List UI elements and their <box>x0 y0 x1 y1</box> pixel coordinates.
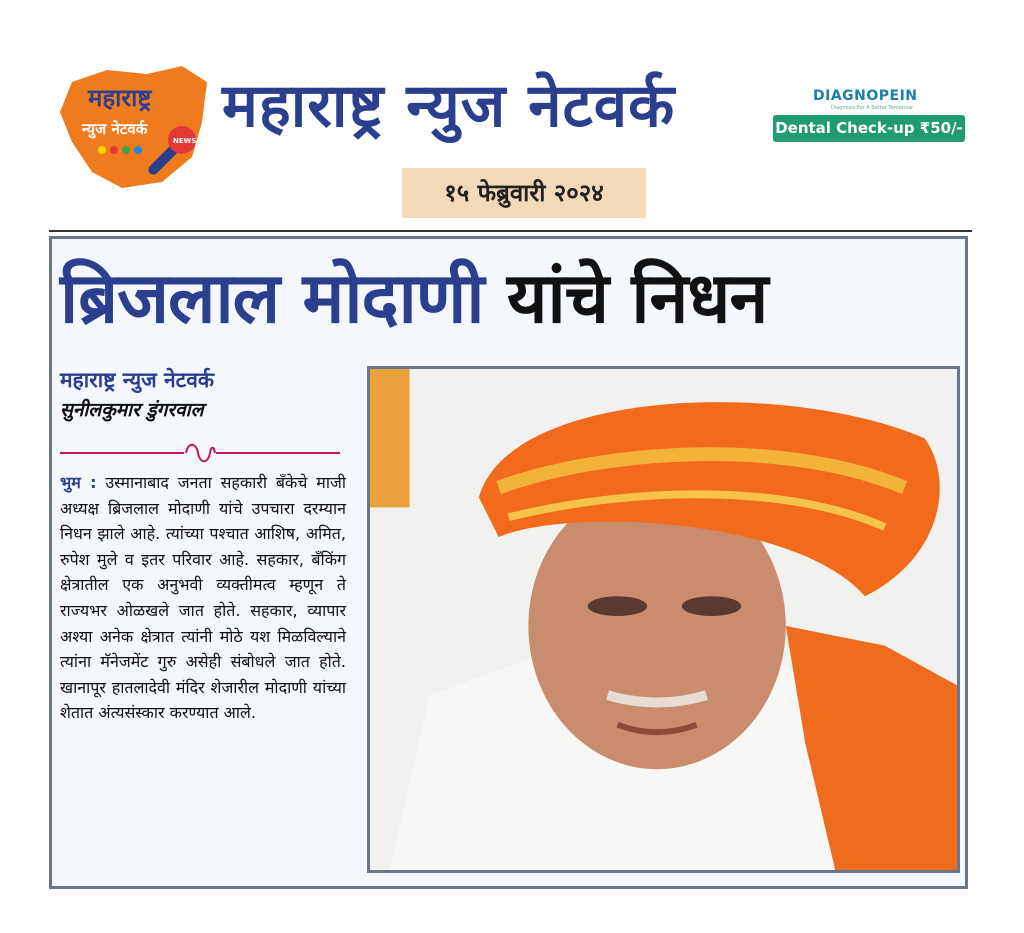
byline-author: सुनीलकुमार डुंगरवाल <box>60 399 204 421</box>
logo-line2: न्युज नेटवर्क <box>82 120 148 138</box>
portrait-photo <box>367 366 960 873</box>
byline-organization: महाराष्ट्र न्युज नेटवर्क <box>60 368 215 392</box>
ornamental-divider <box>60 440 340 466</box>
publication-logo <box>52 62 214 192</box>
dateline-place: भुम : <box>60 473 97 492</box>
ad-offer: Dental Check-up ₹50/- <box>773 115 965 142</box>
article-headline <box>60 250 767 346</box>
mic-label: NEWS <box>173 137 197 145</box>
ad-tagline: Diagnosis For A Better Tomorrow <box>831 105 913 111</box>
article-body <box>60 470 346 726</box>
masthead-title: महाराष्ट्र न्युज नेटवर्क <box>222 71 676 141</box>
issue-date: १५ फेब्रुवारी २०२४ <box>402 168 646 218</box>
advertisement[interactable] <box>773 88 965 144</box>
masthead-rule <box>49 230 972 232</box>
headline-rest: यांचे निधन <box>506 257 768 339</box>
logo-line1: महाराष्ट्र <box>88 84 152 112</box>
article-body-text: उस्मानाबाद जनता सहकारी बँकेचे माजी अध्यक्ष ब्रिजलाल मोदाणी यांचे उपचारा दरम्यान निधन झाले आहे. त्यांच्या पश्चात आशिष, अमित, रुपेश मुले व इतर परिवार आहे. सहकार, बँकिंग क्षेत्रातील एक अनुभवी व्यक्तीमत्व म्हणून ते राज्यभर ओळखले जात होते. सहकार, व्यापार अश्या अनेक क्षेत्रात त्यांनी मोठे यश मिळविल्याने त्यांना मॅनेजमेंट गुरु असेही संबोधले जात होते. खानापूर हातलादेवी मंदिर शेजारील मोदाणी यांच्या शेतात अंत्यसंस्कार करण्यात आले. <box>60 473 346 723</box>
ad-brand: DIAGNOPEIN <box>813 88 918 104</box>
headline-name: ब्रिजलाल मोदाणी <box>60 257 484 339</box>
